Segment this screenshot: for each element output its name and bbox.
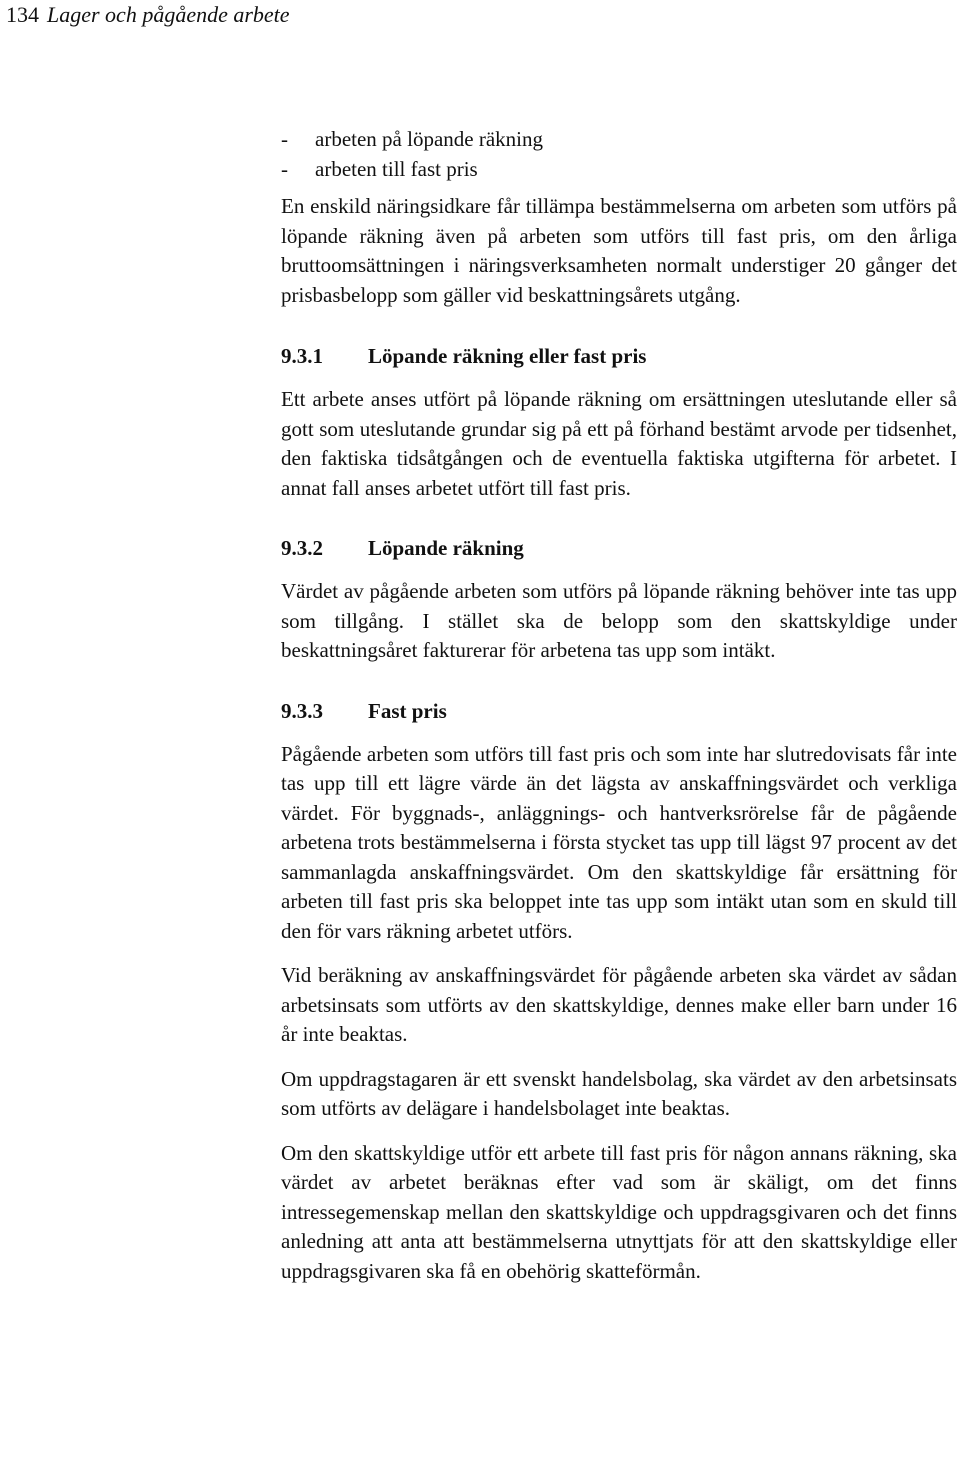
intro-paragraph: En enskild näringsidkare får tillämpa bestämmelserna om arbeten som utförs på löpande räkning även på arbeten som utförs till fast pris, om den årliga bruttoomsättningen i näringsverksamheten normalt understiger 20 gånger det prisbasbelopp som gäller vid beskattningsårets utgång. — [281, 194, 957, 307]
page-number: 134 — [6, 2, 39, 27]
list-item — [281, 124, 957, 154]
section-number: 9.3.2 — [281, 536, 323, 560]
section-title: Löpande räkning — [368, 536, 524, 560]
section-number: 9.3.1 — [281, 344, 323, 368]
section-title: Fast pris — [368, 698, 447, 723]
body-paragraph: Vid beräkning av anskaffningsvärdet för pågående arbeten ska värdet av sådan arbetsinsats som utförts av den skattskyldige, dennes make eller barn under 16 år inte beaktas. — [281, 963, 957, 1046]
section-number: 9.3.3 — [281, 698, 323, 723]
running-header — [6, 2, 290, 28]
body-paragraph: Om den skattskyldige utför ett arbete till fast pris för någon annans räkning, ska värdet av arbetet beräknas efter vad som är skäligt, om det finns intressegemenskap mellan den skattskyldige och uppdragsgivaren och det finns anledning att anta att bestämmelserna utnyttjats för att den skattskyldige eller uppdragsgivaren ska få en obehörig skatteförmån. — [281, 1140, 957, 1283]
section-heading — [281, 341, 957, 371]
list-dash: - — [281, 127, 288, 151]
chapter-title: Lager och pågående arbete — [47, 2, 290, 27]
dash-list — [281, 124, 957, 184]
section-title: Löpande räkning eller fast pris — [368, 344, 647, 368]
body-paragraph: Ett arbete anses utfört på löpande räkning om ersättningen uteslutande eller så gott som uteslutande grundar sig på ett på förhand bestämt arvode per tidsenhet, den faktiska tidsåtgången och de eventuella faktiska utgifterna för arbetet. I annat fall anses arbetet utfört till fast pris. — [281, 387, 957, 500]
list-item-text: arbeten till fast pris — [315, 157, 478, 181]
body-paragraph: Pågående arbeten som utförs till fast pris och som inte har slutredovisats får inte tas upp till ett lägre värde än det lägsta av anskaffningsvärdet och verkliga värdet. För byggnads-, anläggnings- och hantverksrörelse får de pågående arbetena trots bestämmelserna i första stycket tas upp till lägst 97 procent av det sammanlagda anskaffningsvärdet. Om den skattskyldige får ersättning för arbeten till fast pris ska beloppet inte tas upp som intäkt utan som en skuld till den för vars räkning arbetet utförs. — [281, 741, 957, 943]
section-heading — [281, 533, 957, 563]
body-paragraph: Om uppdragstagaren är ett svenskt handelsbolag, ska värdet av den arbetsinsats som utförts av delägare i handelsbolaget inte beaktas. — [281, 1066, 957, 1120]
body-paragraph: Värdet av pågående arbeten som utförs på löpande räkning behöver inte tas upp som tillgång. I stället ska de belopp som den skattskyldige under beskattningsåret fakturerar för arbetena tas upp som intäkt. — [281, 579, 957, 662]
section-heading — [281, 696, 957, 726]
page-body — [281, 124, 957, 1286]
list-dash: - — [281, 157, 288, 181]
list-item — [281, 154, 957, 184]
list-item-text: arbeten på löpande räkning — [315, 127, 543, 151]
